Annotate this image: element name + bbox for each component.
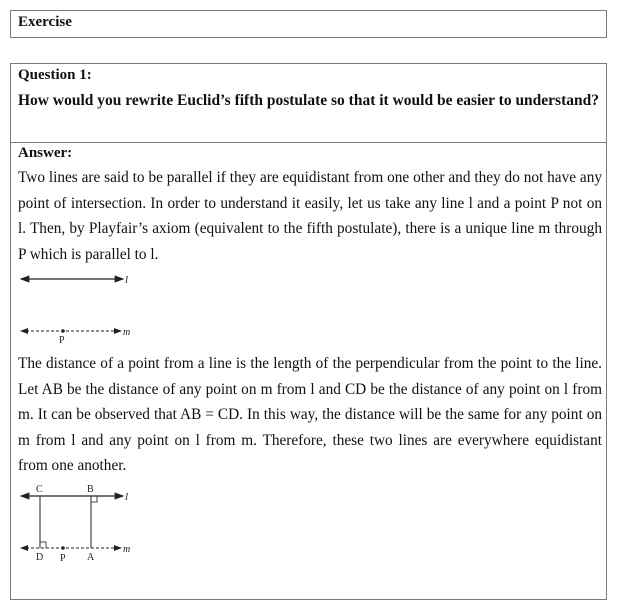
exercise-header-box xyxy=(10,10,607,38)
line-m-label: m xyxy=(123,327,131,338)
point-p xyxy=(61,546,65,550)
line-l-label: l xyxy=(125,491,129,503)
figure-parallel-lines xyxy=(11,264,211,344)
point-b-label: B xyxy=(87,484,94,495)
figure-equidistant-lines xyxy=(11,482,211,562)
question-label: Question 1: xyxy=(18,67,92,83)
line-m-label: m xyxy=(123,544,131,555)
point-p-label: P xyxy=(60,553,66,564)
exercise-title: Exercise xyxy=(18,14,72,30)
point-a-label: A xyxy=(87,552,95,563)
right-angle-mark-b xyxy=(91,496,97,502)
answer-label: Answer: xyxy=(18,145,73,161)
right-angle-mark-d xyxy=(40,542,46,548)
question-answer-box xyxy=(10,63,607,600)
point-c-label: C xyxy=(36,484,43,495)
answer-paragraph-1: Two lines are said to be parallel if they are equidistant from one other and they do not have any point of intersection. In order to understand it easily, let us take any line l and a point P not on l. Then, by Playfair’s axiom (equivalent to the fifth postulate), there is a unique line m through P which is parallel to l. xyxy=(18,169,602,263)
question-section xyxy=(11,64,606,143)
point-p-label: P xyxy=(59,335,65,346)
point-p xyxy=(61,329,65,333)
question-text: How would you rewrite Euclid’s fifth postulate so that it would be easier to understand? xyxy=(18,92,599,109)
answer-paragraph-2: The distance of a point from a line is the length of the perpendicular from the point to the line. Let AB be the distance of any point on m from l and CD be the distance of any point on l from m. It can be observed that AB = CD. In this way, the distance will be the same for any point on m from l and any point on l from m. Therefore, these two lines are everywhere equidistant from one another. xyxy=(18,355,602,474)
line-l-label: l xyxy=(125,274,129,286)
point-d-label: D xyxy=(36,552,44,563)
